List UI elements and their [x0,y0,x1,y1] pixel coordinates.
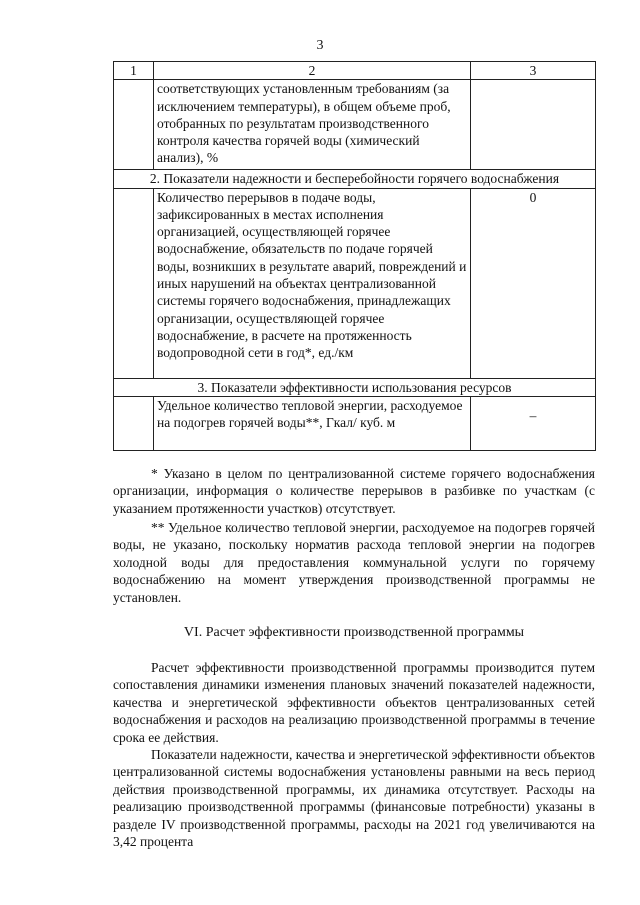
indicator-cell: Удельное количество тепловой энергии, расходуемое на подогрев горячей воды**, Гкал/ куб. м [154,396,471,450]
section-heading: VI. Расчет эффективности производственной программы [183,625,525,640]
indicator-cell: Количество перерывов в подаче воды, зафиксированных в местах исполнения организацией, осуществляющей горячее водоснабжение, обязательств по подаче горячей воды, возникших в результате аварий, повреждений и иных нарушений на объектах централизованной системы горячего водоснабжения, принадлежащих организации, осуществляющей горячее водоснабжение, в расчете на протяженность водопроводной сети в год*, ед./км [154,188,471,378]
table-row [114,396,596,450]
value-cell [471,80,596,170]
row-number-cell [114,396,154,450]
section-title-reliability: 2. Показатели надежности и бесперебойности горячего водоснабжения [114,170,596,188]
column-header-3: 3 [471,62,596,80]
table-header-row [114,62,596,80]
paragraph-1: Расчет эффективности производственной программы производится путем сопоставления динамики изменения плановых значений показателей надежности, качества и энергетической эффективности объектов централизованных сетей водоснабжения и расходов на реализацию производственной программы в течение срока ее действия. [113,660,595,745]
column-header-1: 1 [114,62,154,80]
indicator-cell: соответствующих установленным требованиям (за исключением температуры), в общем объеме проб, отобранных по результатам производственного контроля качества горячей воды (химический анализ), % [154,80,471,170]
row-number-cell [114,80,154,170]
value-cell: – [471,396,596,450]
page-number: 3 [316,38,324,53]
program-table [113,61,596,451]
section-title-efficiency: 3. Показатели эффективности использования ресурсов [114,378,596,396]
column-header-2: 2 [154,62,471,80]
value-cell: 0 [471,188,596,378]
paragraph-2: Показатели надежности, качества и энергетической эффективности объектов централизованной системы водоснабжения установлены равными на весь период действия производственной программы, их динамика отсутствует. Расходы на реализацию производственной программы (финансовые потребности) указаны в разделе IV производственной программы, расходы на 2021 год увеличиваются на 3,42 процента [113,747,595,850]
row-number-cell [114,188,154,378]
footnote-2: ** Удельное количество тепловой энергии, расходуемое на подогрев горячей воды, не указано, поскольку норматив расхода тепловой энергии на подогрев холодной воды для предоставления коммунальной услуги по горячему водоснабжению на момент утверждения производственной программы не установлен. [113,520,595,605]
section-row [114,170,596,188]
footnote-1: * Указано в целом по централизованной системе горячего водоснабжения организации, информация о количестве перерывов в разбивке по участкам (с указанием протяженности участков) отсутствует. [113,466,595,516]
table-row [114,80,596,170]
section-row [114,378,596,396]
table-row [114,188,596,378]
